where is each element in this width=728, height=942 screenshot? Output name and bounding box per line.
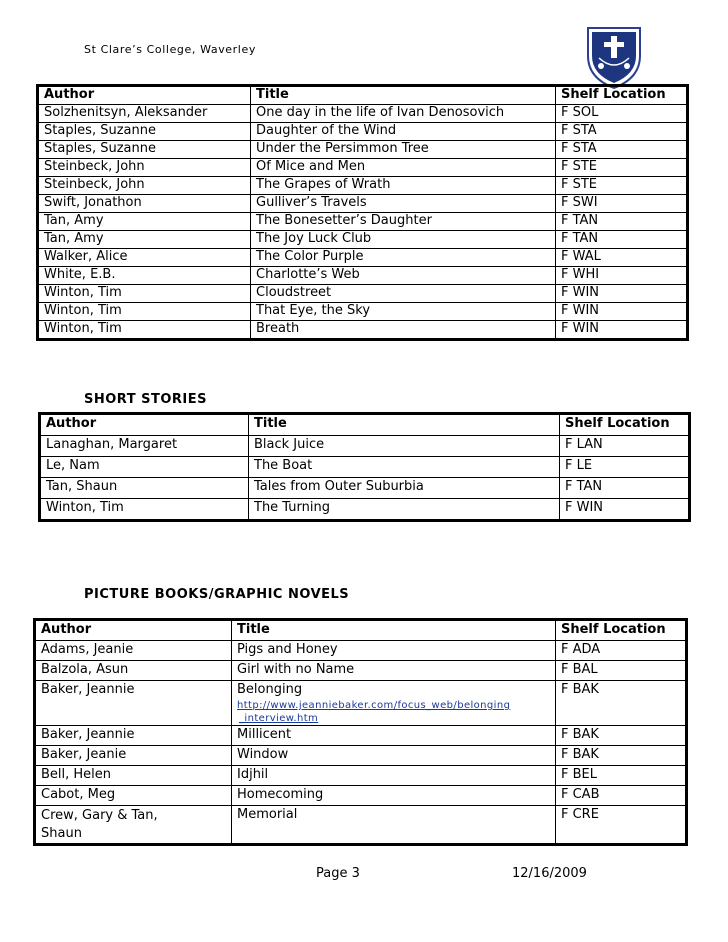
shelf-location-cell — [556, 195, 687, 213]
col-shelf-header: Shelf Location — [560, 415, 689, 436]
author-cell — [36, 806, 232, 844]
table-row — [36, 806, 686, 844]
page-number: Page 3 — [316, 866, 360, 881]
shelf-location-cell — [556, 267, 687, 285]
shelf-location-text: F WIN — [565, 500, 604, 515]
author-text: White, E.B. — [44, 267, 116, 282]
author-text: Baker, Jeannie — [41, 682, 135, 697]
author-text: Steinbeck, John — [44, 159, 145, 174]
author-cell — [39, 123, 251, 141]
author-text: Tan, Amy — [44, 213, 104, 228]
shelf-location-cell — [560, 436, 689, 457]
title-cell — [251, 231, 556, 249]
author-text: Staples, Suzanne — [44, 141, 156, 156]
section-heading-picture-books: PICTURE BOOKS/GRAPHIC NOVELS — [84, 587, 350, 602]
table-header-row — [41, 415, 689, 436]
shelf-location-cell — [556, 213, 687, 231]
author-text: Tan, Amy — [44, 231, 104, 246]
school-name: St Clare’s College, Waverley — [84, 43, 256, 56]
title-cell — [232, 806, 556, 844]
author-text: Balzola, Asun — [41, 662, 129, 677]
footer-date: 12/16/2009 — [512, 866, 587, 881]
table-row — [41, 478, 689, 499]
shelf-location-cell — [556, 285, 687, 303]
title-cell — [232, 726, 556, 746]
title-text: Cloudstreet — [256, 285, 332, 300]
table-row — [36, 661, 686, 681]
shelf-location-cell — [556, 303, 687, 321]
title-text: Idjhil — [237, 767, 269, 782]
shelf-location-text: F ADA — [561, 642, 601, 657]
shelf-location-cell — [556, 141, 687, 159]
section-heading-short-stories: SHORT STORIES — [84, 392, 207, 407]
title-cell — [249, 478, 560, 499]
table-row — [36, 746, 686, 766]
author-cell — [39, 303, 251, 321]
table-row — [39, 231, 687, 249]
table-row — [39, 303, 687, 321]
shelf-location-cell — [556, 249, 687, 267]
author-cell — [36, 726, 232, 746]
table-row — [41, 436, 689, 457]
title-cell — [251, 321, 556, 339]
shelf-location-text: F TAN — [561, 231, 599, 246]
table-row — [39, 249, 687, 267]
shelf-location-text: F LE — [565, 458, 593, 473]
table-row — [39, 123, 687, 141]
title-text: Under the Persimmon Tree — [256, 141, 429, 156]
table-row — [39, 159, 687, 177]
table-row — [39, 141, 687, 159]
author-cell — [39, 159, 251, 177]
shelf-location-text: F STE — [561, 159, 598, 174]
table-row — [39, 177, 687, 195]
title-text: Memorial — [237, 807, 298, 822]
table-row — [41, 499, 689, 520]
col-author-header: Author — [36, 621, 232, 641]
shelf-location-text: F STE — [561, 177, 598, 192]
table-row — [39, 213, 687, 231]
author-text: Winton, Tim — [44, 303, 122, 318]
title-cell — [232, 746, 556, 766]
table-row — [36, 641, 686, 661]
shelf-location-cell — [556, 641, 686, 661]
col-author-header: Author — [39, 87, 251, 105]
author-cell — [41, 457, 249, 478]
shelf-location-text: F TAN — [561, 213, 599, 228]
shelf-location-cell — [556, 746, 686, 766]
shelf-location-cell — [556, 123, 687, 141]
author-cell — [39, 105, 251, 123]
title-text: Window — [237, 747, 289, 762]
title-cell — [251, 267, 556, 285]
table-row — [36, 766, 686, 786]
title-text: The Turning — [254, 500, 330, 515]
shelf-location-cell — [556, 806, 686, 844]
title-cell — [232, 641, 556, 661]
author-text: Bell, Helen — [41, 767, 112, 782]
title-cell — [251, 213, 556, 231]
shelf-location-cell — [556, 766, 686, 786]
belonging-interview-link[interactable] — [237, 699, 555, 725]
author-cell — [39, 321, 251, 339]
title-cell — [251, 123, 556, 141]
title-text: The Bonesetter’s Daughter — [256, 213, 432, 228]
author-cell — [36, 641, 232, 661]
shelf-location-cell — [556, 786, 686, 806]
title-cell — [251, 285, 556, 303]
author-cell — [39, 249, 251, 267]
author-text: Staples, Suzanne — [44, 123, 156, 138]
title-text: Pigs and Honey — [237, 642, 338, 657]
author-text: Swift, Jonathon — [44, 195, 142, 210]
picture-books-table — [35, 620, 686, 844]
fiction-table — [38, 86, 687, 339]
title-text: Tales from Outer Suburbia — [254, 479, 424, 494]
title-text: Gulliver’s Travels — [256, 195, 367, 210]
title-text: Belonging — [237, 682, 303, 697]
author-text: Baker, Jeannie — [41, 727, 135, 742]
college-crest-logo — [579, 22, 649, 90]
col-shelf-header: Shelf Location — [556, 87, 687, 105]
shelf-location-text: F LAN — [565, 437, 603, 452]
title-cell — [251, 105, 556, 123]
title-text: Of Mice and Men — [256, 159, 366, 174]
shelf-location-text: F WIN — [561, 303, 600, 318]
title-text: Homecoming — [237, 787, 324, 802]
shelf-location-text: F WHI — [561, 267, 600, 282]
title-cell — [251, 141, 556, 159]
title-text: The Boat — [254, 458, 313, 473]
author-cell — [41, 478, 249, 499]
shelf-location-text: F TAN — [565, 479, 603, 494]
table-row — [36, 681, 686, 726]
author-text: Winton, Tim — [44, 285, 122, 300]
author-text: Adams, Jeanie — [41, 642, 134, 657]
shelf-location-text: F WIN — [561, 285, 600, 300]
shelf-location-text: F WAL — [561, 249, 601, 264]
author-cell — [36, 786, 232, 806]
title-cell — [251, 303, 556, 321]
author-text: Baker, Jeanie — [41, 747, 127, 762]
shelf-location-text: F CRE — [561, 807, 599, 822]
title-text: Black Juice — [254, 437, 325, 452]
author-text: Walker, Alice — [44, 249, 128, 264]
author-text: Solzhenitsyn, Aleksander — [44, 105, 208, 120]
title-cell — [232, 681, 556, 726]
title-cell — [232, 786, 556, 806]
title-cell — [232, 661, 556, 681]
shelf-location-text: F SOL — [561, 105, 599, 120]
shelf-location-cell — [556, 726, 686, 746]
table-header-row — [39, 87, 687, 105]
shelf-location-text: F STA — [561, 141, 597, 156]
title-text: Girl with no Name — [237, 662, 355, 677]
title-cell — [251, 249, 556, 267]
table-row — [39, 321, 687, 339]
author-cell — [36, 661, 232, 681]
title-cell — [251, 195, 556, 213]
col-title-header: Title — [249, 415, 560, 436]
shelf-location-cell — [556, 105, 687, 123]
table-row — [39, 195, 687, 213]
shelf-location-text: F BAK — [561, 682, 599, 697]
title-cell — [249, 499, 560, 520]
title-text: Breath — [256, 321, 300, 336]
shelf-location-text: F SWI — [561, 195, 598, 210]
title-text: The Color Purple — [256, 249, 364, 264]
author-cell — [39, 285, 251, 303]
shelf-location-cell — [560, 457, 689, 478]
shelf-location-cell — [556, 321, 687, 339]
author-cell — [41, 436, 249, 457]
shelf-location-cell — [556, 661, 686, 681]
author-text: Crew, Gary & Tan, Shaun — [41, 808, 158, 841]
author-text: Tan, Shaun — [46, 479, 118, 494]
author-cell — [36, 746, 232, 766]
author-cell — [39, 177, 251, 195]
link-line-1: http://www.jeanniebaker.com/focus_web/belonging — [237, 700, 511, 711]
shelf-location-cell — [560, 499, 689, 520]
shelf-location-cell — [556, 159, 687, 177]
table-row — [39, 285, 687, 303]
shelf-location-text: F BEL — [561, 767, 597, 782]
author-cell — [36, 681, 232, 726]
shelf-location-text: F WIN — [561, 321, 600, 336]
table-row — [41, 457, 689, 478]
short-stories-table — [40, 414, 689, 520]
author-cell — [39, 195, 251, 213]
author-text: Steinbeck, John — [44, 177, 145, 192]
shelf-location-cell — [560, 478, 689, 499]
table-row — [39, 105, 687, 123]
title-text: That Eye, the Sky — [256, 303, 371, 318]
author-cell — [39, 267, 251, 285]
author-text: Winton, Tim — [46, 500, 124, 515]
title-text: The Grapes of Wrath — [256, 177, 391, 192]
col-author-header: Author — [41, 415, 249, 436]
shelf-location-text: F BAK — [561, 727, 599, 742]
shelf-location-text: F BAL — [561, 662, 598, 677]
shelf-location-cell — [556, 681, 686, 726]
title-text: The Joy Luck Club — [256, 231, 372, 246]
title-text: Daughter of the Wind — [256, 123, 397, 138]
author-cell — [39, 141, 251, 159]
col-title-header: Title — [251, 87, 556, 105]
col-shelf-header: Shelf Location — [556, 621, 686, 641]
title-cell — [249, 457, 560, 478]
shelf-location-text: F CAB — [561, 787, 600, 802]
shelf-location-text: F BAK — [561, 747, 599, 762]
title-cell — [251, 177, 556, 195]
author-text: Lanaghan, Margaret — [46, 437, 178, 452]
col-title-header: Title — [232, 621, 556, 641]
table-row — [36, 726, 686, 746]
title-text: Charlotte’s Web — [256, 267, 360, 282]
title-text: One day in the life of Ivan Denosovich — [256, 105, 505, 120]
shelf-location-cell — [556, 177, 687, 195]
author-text: Cabot, Meg — [41, 787, 116, 802]
table-row — [36, 786, 686, 806]
author-text: Winton, Tim — [44, 321, 122, 336]
table-row — [39, 267, 687, 285]
title-text: Millicent — [237, 727, 292, 742]
table-header-row — [36, 621, 686, 641]
shelf-location-text: F STA — [561, 123, 597, 138]
shelf-location-cell — [556, 231, 687, 249]
title-cell — [251, 159, 556, 177]
title-cell — [249, 436, 560, 457]
author-text: Le, Nam — [46, 458, 100, 473]
title-cell — [232, 766, 556, 786]
author-cell — [41, 499, 249, 520]
author-cell — [39, 231, 251, 249]
author-cell — [36, 766, 232, 786]
link-line-2: _interview.htm — [239, 713, 319, 724]
author-cell — [39, 213, 251, 231]
